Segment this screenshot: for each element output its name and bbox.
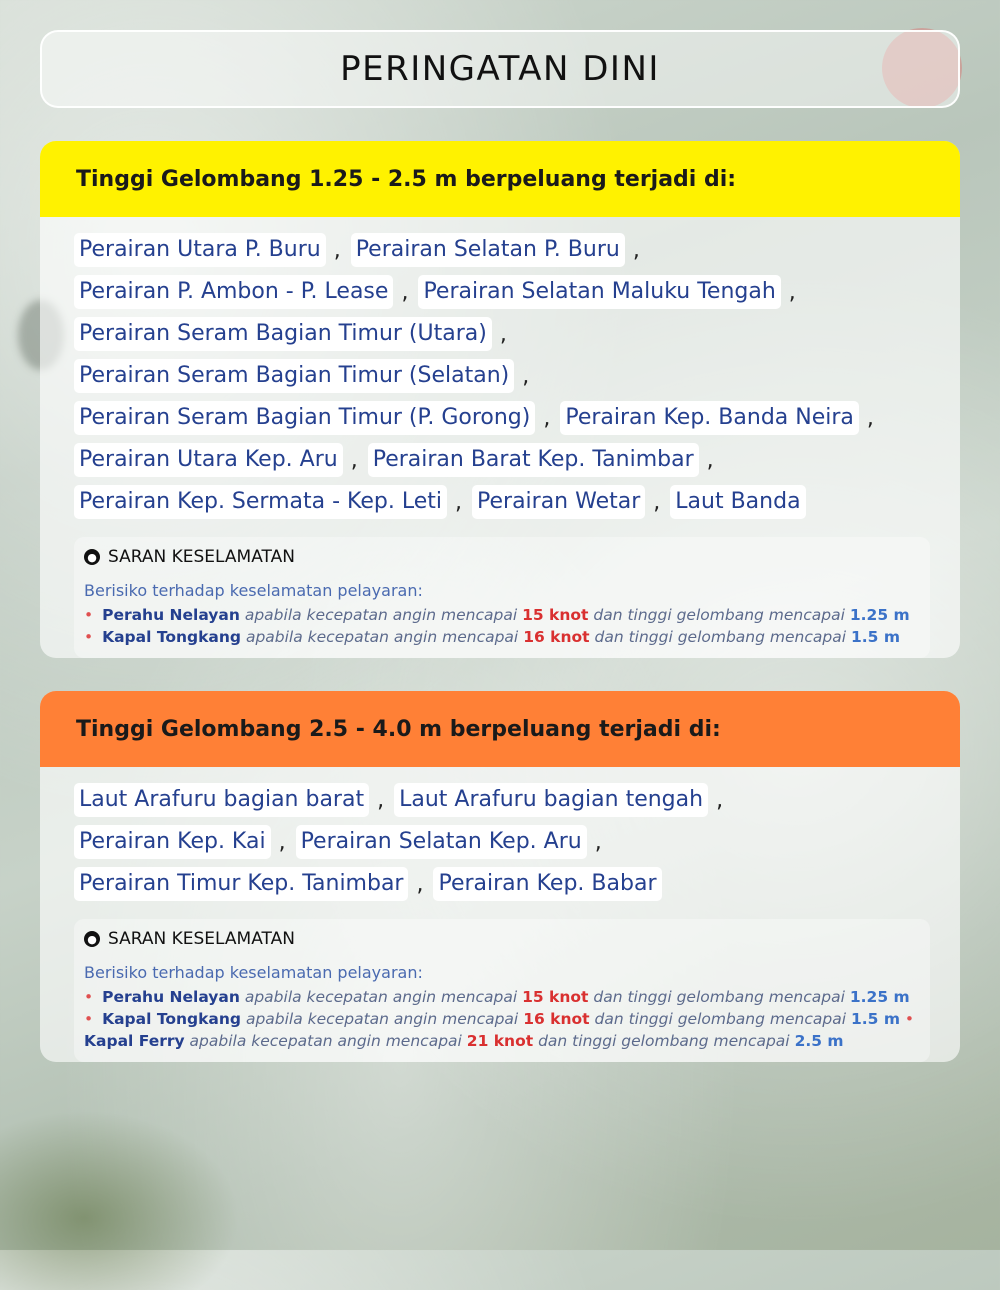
bullet-dot: •	[904, 1010, 915, 1028]
area-list	[40, 217, 960, 527]
bullet-dot: •	[84, 1010, 99, 1028]
area-separator: ,	[594, 829, 602, 855]
bullet-dot: •	[84, 628, 99, 646]
area-chip: Perairan Selatan Maluku Tengah	[418, 275, 780, 309]
area-item	[351, 233, 640, 267]
bullet-dot: •	[84, 988, 99, 1006]
area-item	[74, 317, 507, 351]
area-item	[472, 485, 660, 519]
advice-cond1: apabila kecepatan angin mencapai	[189, 1032, 462, 1050]
area-chip: Perairan Seram Bagian Timur (Utara)	[74, 317, 492, 351]
area-separator: ,	[706, 447, 714, 473]
area-item	[74, 275, 408, 309]
area-chip: Perairan Kep. Kai	[74, 825, 271, 859]
area-item	[74, 443, 358, 477]
advice-cond1: apabila kecepatan angin mencapai	[244, 606, 518, 624]
advice-vessel: Kapal Ferry	[84, 1032, 185, 1050]
advice-title: SARAN KESELAMATAN	[108, 547, 295, 567]
safety-advice	[74, 537, 930, 658]
advice-header	[84, 547, 920, 567]
advice-list	[84, 986, 920, 1052]
advice-cond1: apabila kecepatan angin mencapai	[244, 988, 518, 1006]
area-item	[74, 783, 384, 817]
area-chip: Laut Arafuru bagian tengah	[394, 783, 708, 817]
advice-list	[84, 604, 920, 648]
section-card-yellow	[40, 141, 960, 658]
area-item	[433, 867, 661, 901]
area-separator: ,	[788, 279, 796, 305]
bullet-dot: •	[84, 606, 99, 624]
area-item	[670, 485, 805, 519]
area-chip: Perairan Barat Kep. Tanimbar	[368, 443, 699, 477]
title-bar	[40, 30, 960, 108]
area-separator: ,	[333, 237, 341, 263]
area-item	[394, 783, 723, 817]
area-item	[296, 825, 602, 859]
area-separator: ,	[350, 447, 358, 473]
advice-wave: 1.5 m	[850, 628, 900, 646]
background-foliage	[0, 1110, 240, 1290]
advice-intro: Berisiko terhadap keselamatan pelayaran:	[84, 963, 423, 982]
section-heading: Tinggi Gelombang 2.5 - 4.0 m berpeluang terjadi di:	[76, 716, 721, 742]
area-separator: ,	[377, 787, 385, 813]
warning-icon: ●	[84, 549, 100, 565]
area-separator: ,	[499, 321, 507, 347]
advice-vessel: Kapal Tongkang	[102, 1010, 242, 1028]
advice-cond2: dan tinggi gelombang mencapai	[538, 1032, 790, 1050]
advice-wind: 15 knot	[522, 606, 589, 624]
advice-cond1: apabila kecepatan angin mencapai	[245, 628, 519, 646]
advice-vessel: Perahu Nelayan	[102, 606, 240, 624]
page-title: PERINGATAN DINI	[340, 49, 660, 89]
advice-cond2: dan tinggi gelombang mencapai	[593, 988, 845, 1006]
section-card-orange	[40, 691, 960, 1062]
area-item	[74, 825, 286, 859]
area-separator: ,	[522, 363, 530, 389]
area-separator: ,	[653, 489, 661, 515]
advice-header	[84, 929, 920, 949]
area-chip: Perairan Wetar	[472, 485, 645, 519]
advice-wave: 2.5 m	[794, 1032, 844, 1050]
area-item	[368, 443, 714, 477]
area-chip: Laut Banda	[670, 485, 805, 519]
area-item	[74, 485, 462, 519]
area-chip: Perairan P. Ambon - P. Lease	[74, 275, 393, 309]
area-separator: ,	[416, 871, 424, 897]
area-item	[74, 233, 341, 267]
advice-title: SARAN KESELAMATAN	[108, 929, 295, 949]
advice-vessel: Perahu Nelayan	[102, 988, 240, 1006]
area-chip: Perairan Seram Bagian Timur (P. Gorong)	[74, 401, 535, 435]
area-chip: Perairan Selatan Kep. Aru	[296, 825, 587, 859]
area-chip: Perairan Kep. Babar	[433, 867, 661, 901]
safety-advice	[74, 919, 930, 1062]
advice-wind: 16 knot	[523, 628, 590, 646]
area-chip: Perairan Seram Bagian Timur (Selatan)	[74, 359, 514, 393]
area-chip: Perairan Kep. Banda Neira	[560, 401, 859, 435]
area-separator: ,	[632, 237, 640, 263]
area-item	[74, 359, 529, 393]
warning-icon: ●	[84, 931, 100, 947]
area-chip: Perairan Kep. Sermata - Kep. Leti	[74, 485, 447, 519]
area-chip: Perairan Utara Kep. Aru	[74, 443, 343, 477]
advice-vessel: Kapal Tongkang	[102, 628, 242, 646]
advice-cond2: dan tinggi gelombang mencapai	[594, 1010, 847, 1028]
area-chip: Laut Arafuru bagian barat	[74, 783, 369, 817]
section-heading: Tinggi Gelombang 1.25 - 2.5 m berpeluang terjadi di:	[76, 166, 737, 192]
area-separator: ,	[455, 489, 462, 515]
area-item	[74, 401, 550, 435]
advice-wave: 1.5 m	[850, 1010, 900, 1028]
section-header	[40, 691, 960, 767]
area-item	[560, 401, 874, 435]
area-separator: ,	[866, 405, 874, 431]
area-separator: ,	[278, 829, 286, 855]
section-header	[40, 141, 960, 217]
area-chip: Perairan Timur Kep. Tanimbar	[74, 867, 408, 901]
area-separator: ,	[401, 279, 409, 305]
area-separator: ,	[716, 787, 724, 813]
advice-wind: 21 knot	[466, 1032, 534, 1050]
advice-wave: 1.25 m	[849, 988, 910, 1006]
area-separator: ,	[543, 405, 551, 431]
advice-intro: Berisiko terhadap keselamatan pelayaran:	[84, 581, 423, 600]
advice-wave: 1.25 m	[849, 606, 910, 624]
advice-wind: 16 knot	[523, 1010, 590, 1028]
area-list	[40, 767, 960, 909]
area-item	[74, 867, 423, 901]
advice-wind: 15 knot	[522, 988, 589, 1006]
area-item	[418, 275, 795, 309]
advice-cond2: dan tinggi gelombang mencapai	[593, 606, 845, 624]
advice-cond2: dan tinggi gelombang mencapai	[594, 628, 847, 646]
area-chip: Perairan Utara P. Buru	[74, 233, 326, 267]
advice-cond1: apabila kecepatan angin mencapai	[245, 1010, 519, 1028]
area-chip: Perairan Selatan P. Buru	[351, 233, 625, 267]
